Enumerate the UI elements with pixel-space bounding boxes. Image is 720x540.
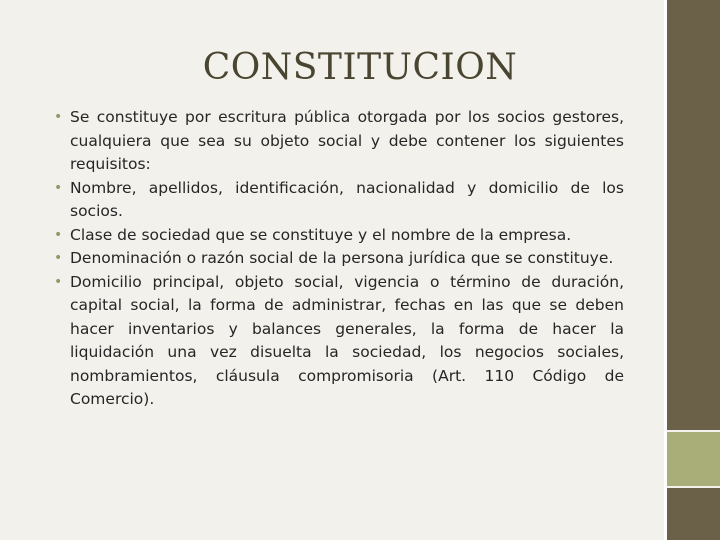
sidebar-bottom-block [667,488,720,540]
bullet-item [50,247,624,271]
bullet-list [50,106,624,412]
bullet-dot-icon: • [54,273,63,290]
sidebar-accent-block [667,432,720,486]
bullet-item [50,177,624,224]
bullet-text: Se constituye por escritura pública otorgada por los socios gestores, cualquiera que sea su objeto social y debe contener los siguientes requisitos: [70,108,624,173]
bullet-dot-icon: • [54,109,63,125]
bullet-text: Denominación o razón social de la persona jurídica que se constituye. [70,249,614,267]
bullet-dot-icon: • [54,226,63,243]
bullet-item [50,271,624,412]
bullet-item [50,106,624,177]
bullet-dot-icon: • [54,250,63,266]
bullet-text: Domicilio principal, objeto social, vigencia o término de duración, capital social, la forma de administrar, fechas en las que se deben hacer inventarios y balances generales, la forma de hacer la liquidación una vez disuelta la sociedad, los negocios sociales, nombramientos, cláusula compromisoria (Art. 110 Código de Comercio). [70,272,624,408]
slide-title: CONSTITUCION [202,47,518,88]
bullet-text: Clase de sociedad que se constituye y el nombre de la empresa. [70,225,572,244]
sidebar-dark-block [667,0,720,430]
bullet-text: Nombre, apellidos, identificación, nacionalidad y domicilio de los socios. [70,178,624,220]
bullet-item [50,224,624,248]
bullet-dot-icon: • [54,179,63,196]
